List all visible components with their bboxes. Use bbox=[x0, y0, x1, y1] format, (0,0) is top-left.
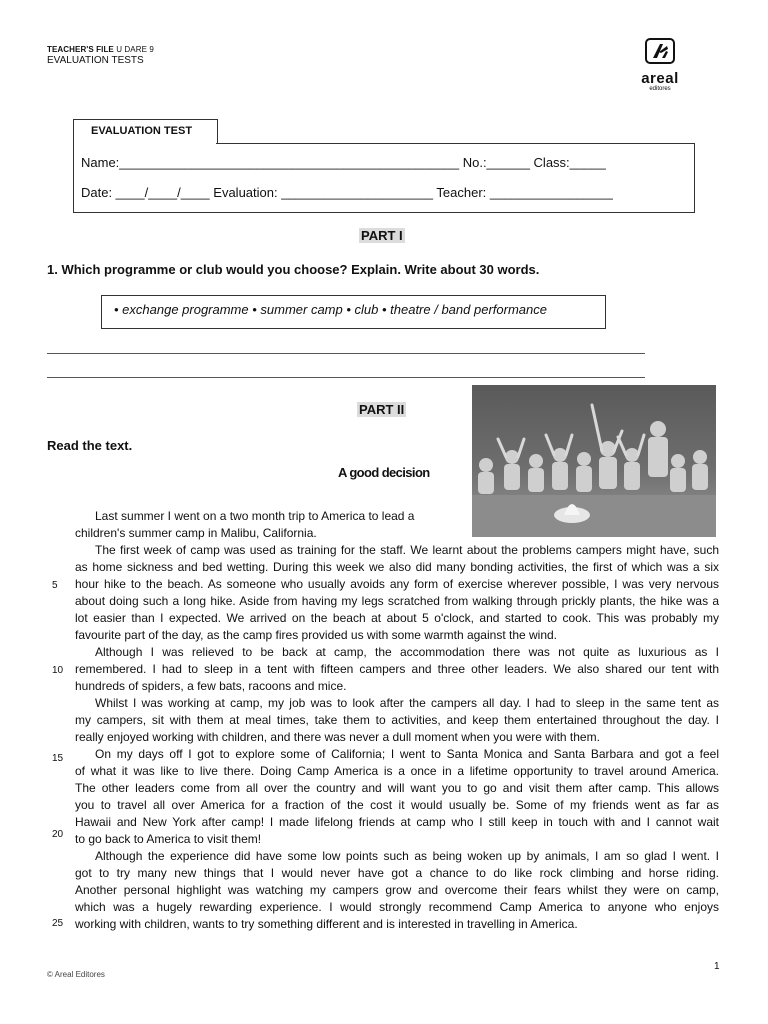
answer-line-2[interactable] bbox=[47, 377, 645, 378]
text-line: Last summer I went on a two month trip to America to lead a bbox=[95, 509, 415, 523]
page-number: 1 bbox=[714, 961, 720, 972]
text-line: working with children, wants to try something different and is interested in travelling in America. bbox=[75, 917, 578, 931]
text-line: really enjoyed working with children, and there was never a dull moment when you were with them. bbox=[75, 730, 600, 744]
text-line: Although the experience did have some low points such as being woken up by animals, I am so glad I went. I bbox=[95, 849, 719, 863]
text-line: of what it was like to live there. Doing Camp America is a once in a lifetime opportunity to travel around America. bbox=[75, 764, 719, 778]
evaluation-test-tab: EVALUATION TEST bbox=[73, 119, 218, 144]
unit-label: U DARE 9 bbox=[116, 45, 154, 54]
text-line: The first week of camp was used as training for the staff. We learnt about the problems campers might have, such bbox=[95, 543, 719, 557]
line-number: 5 bbox=[52, 580, 58, 591]
text-line: children's summer camp in Malibu, California. bbox=[75, 526, 317, 540]
question-1: 1. Which programme or club would you choose? Explain. Write about 30 words. bbox=[47, 262, 540, 277]
text-line: Another personal highlight was watching my campers grow and overcome their fears whilst they were on camp, bbox=[75, 883, 719, 897]
brand-wordmark: areal bbox=[641, 70, 679, 87]
part2-heading: PART II bbox=[359, 402, 405, 417]
text-line: remembered. I had to sleep in a tent with fifteen campers and three other leaders. We also shared our tent with bbox=[75, 662, 719, 676]
areal-logo-icon bbox=[645, 38, 675, 64]
part1-heading: PART I bbox=[361, 228, 403, 243]
text-line: Whilst I was working at camp, my job was to look after the campers all day. I had to sleep in the same tent as bbox=[95, 696, 719, 710]
line-number: 20 bbox=[52, 829, 64, 840]
text-line: lot easier than I expected. We arrived on the beach at about 5 o'clock, and started to cook. This was probably my bbox=[75, 611, 719, 625]
brand-logo bbox=[626, 38, 694, 92]
student-info-box bbox=[73, 143, 695, 213]
teachers-file-label: TEACHER'S FILE U DARE 9 bbox=[47, 45, 154, 54]
text-line: hundreds of spiders, a few bats, racoons and mice. bbox=[75, 679, 347, 693]
copyright: © Areal Editores bbox=[47, 970, 105, 979]
text-line: hour hike to the beach. As someone who usually avoids any form of exercise wherever possible, I was very nervous bbox=[75, 577, 719, 591]
evaluation-tests-label: EVALUATION TESTS bbox=[47, 55, 144, 66]
text-line: to go back to America to visit them! bbox=[75, 832, 262, 846]
text-line: Hawaii and New York after camp! I made lifelong friends at camp who I still keep in touch with and I cannot wait bbox=[75, 815, 719, 829]
text-line: The other leaders come from all over the country and will want you to go and visit them after camp. This allows bbox=[75, 781, 719, 795]
text-line: On my days off I got to explore some of California; I went to Santa Monica and Santa Barbara and got a feel bbox=[95, 747, 719, 761]
text-line: as home sickness and bed wetting. During this week we also did many bonding activities, the first of which was a six bbox=[75, 560, 719, 574]
reading-text bbox=[75, 508, 719, 933]
read-instruction: Read the text. bbox=[47, 438, 133, 453]
text-line: Although I was relieved to be back at camp, the accommodation there was not quite as luxurious as I bbox=[95, 645, 719, 659]
text-line: you to travel all over America for a fraction of the cost it would usually be. Some of my friends went as far as bbox=[75, 798, 719, 812]
line-number: 15 bbox=[52, 753, 64, 764]
text-line: which was a hugely rewarding experience. I would strongly recommend Camp America to anyone who enjoys bbox=[75, 900, 719, 914]
text-line: about doing such a long hike. Aside from having my legs scratched from walking through prickly plants, the hike was a bbox=[75, 594, 719, 608]
line-number: 10 bbox=[52, 665, 64, 676]
date-field-line[interactable]: Date: ____/____/____ Evaluation: _____________________ Teacher: _________________ bbox=[81, 185, 613, 200]
name-field-line[interactable]: Name:_______________________________________________ No.:______ Class:_____ bbox=[81, 155, 606, 170]
line-number: 25 bbox=[52, 918, 64, 929]
text-line: got to try many new things that I would never have got a chance to do like rock climbing and horse riding. bbox=[75, 866, 719, 880]
text-title: A good decision bbox=[338, 465, 430, 480]
options-box: • exchange programme • summer camp • club • theatre / band performance bbox=[101, 295, 606, 329]
answer-line-1[interactable] bbox=[47, 353, 645, 354]
text-line: my campers, sit with them at meal times, take them to activities, and keep them entertained throughout the day. I bbox=[75, 713, 719, 727]
brand-subtitle: editores bbox=[649, 86, 671, 92]
text-line: favourite part of the day, as the camp fires provided us with some warmth against the wind. bbox=[75, 628, 558, 642]
